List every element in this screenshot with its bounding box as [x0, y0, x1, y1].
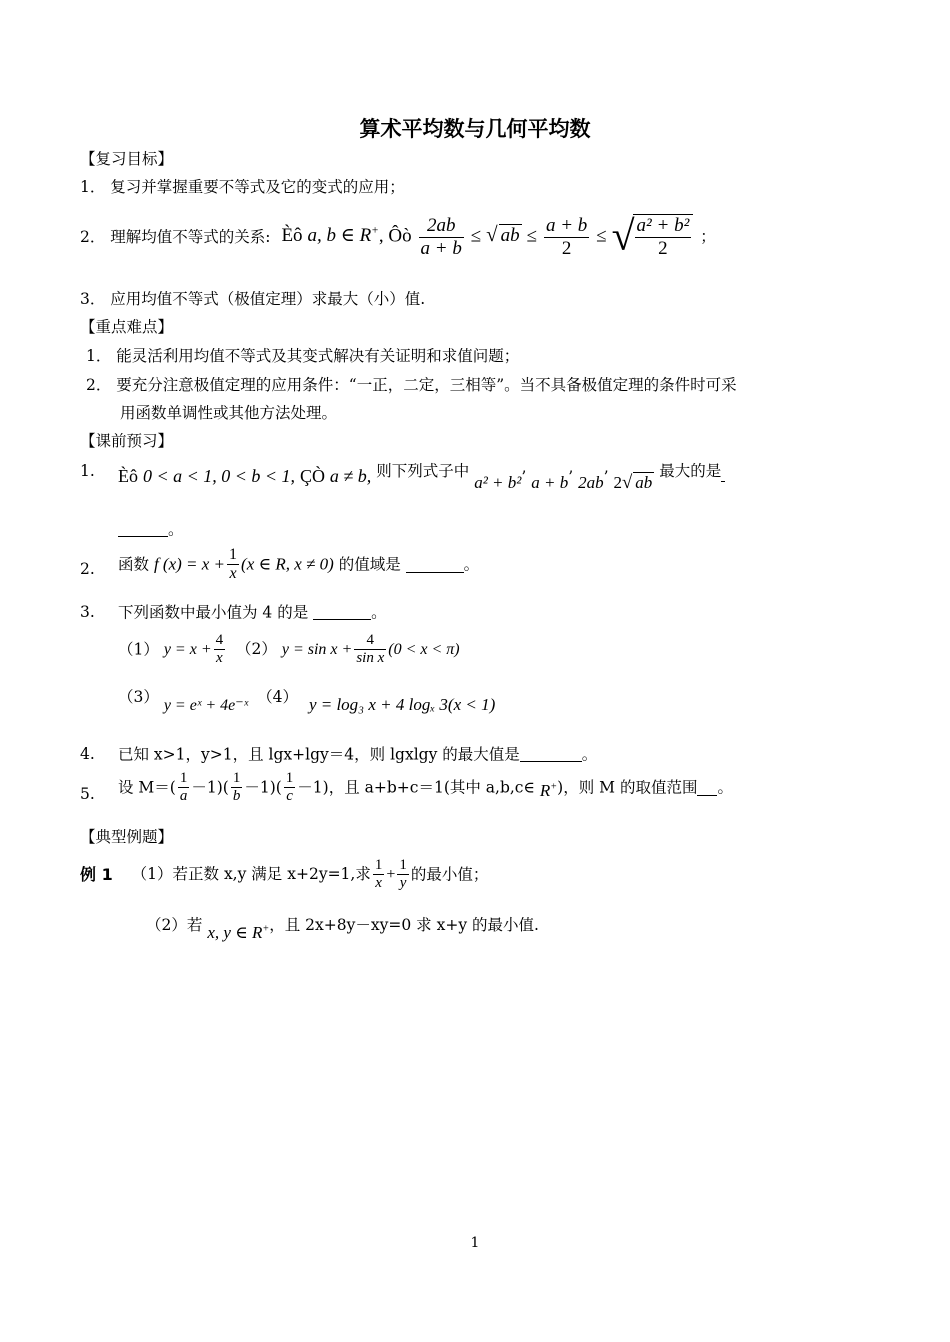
math-var: a, b ∈ R+	[307, 225, 379, 247]
section-preview-header: 【课前预习】	[80, 432, 174, 450]
preview-q3-options-row2: （3） y = eˣ + 4e⁻ˣ （4） y = log₃ x + 4 logₓ 3(x < 1)	[118, 688, 496, 714]
review-goal-2: 2． 理解均值不等式的关系: Èô a, b ∈ R+, Ôò $\frac{2ab}{a + b}$ ≤ √ ab ≤ $\frac{a + b}{2}$ ≤ √ $\frac{\text{a² + b²}}{2}$ ；	[80, 214, 716, 260]
answer-blank[interactable]	[118, 520, 168, 537]
preview-q1-number: 1.	[80, 462, 95, 480]
sqrt-quadratic-mean: √ $\frac{\text{a² + b²}}{2}$	[612, 225, 696, 246]
preview-q2-number: 2.	[80, 560, 95, 578]
preview-q3-options-row1: （1） y = x + $\frac{4}{x}$ （2） y = sin x + $\frac{4}{\text{sin x}}$ (0 < x < π)	[118, 632, 460, 667]
garbled-glyph: ÇÒ	[299, 466, 325, 486]
garbled-glyph: Èô	[118, 466, 138, 486]
preview-q4: 已知 x>1，y>1，且 lgx+lgy＝4，则 lgxlgy 的最大值是 。	[118, 745, 598, 764]
page-title: 算术平均数与几何平均数	[359, 117, 591, 141]
preview-q1: Èô 0 < a < 1, 0 < b < 1, ÇÒ a ≠ b, 则下列式子中 a² + b²’ a + b’ 2ab’ 2√ ab 最大的是	[118, 462, 725, 494]
page-number: 1	[470, 1235, 480, 1251]
answer-blank[interactable]	[697, 780, 717, 797]
preview-q5: 设 M＝( $\frac{1}{a}$ －1)( $\frac{1}{b}$ －1)( $\frac{1}{c}$ －1)，且 a+b+c＝1(其中 a,b,c∈ R+)，则 M 的取值范围 。	[118, 770, 733, 805]
answer-blank[interactable]	[520, 745, 582, 762]
answer-blank[interactable]	[313, 603, 371, 620]
preview-q1-line2: 。	[118, 520, 184, 539]
example-1-label: 例 1	[80, 865, 113, 885]
fraction-arithmetic: $\frac{a + b}{2}$	[545, 215, 588, 259]
section-key-points-header: 【重点难点】	[80, 318, 174, 336]
review-goal-3: 3． 应用均值不等式（极值定理）求最大（小）值.	[80, 290, 426, 308]
example-1-part-1: 例 1 （1）若正数 x,y 满足 x+2y=1,求 $\frac{1}{x}$ + $\frac{1}{y}$ 的最小值；	[80, 857, 489, 892]
review-goal-1: 1． 复习并掌握重要不等式及它的变式的应用；	[80, 178, 405, 196]
section-examples-header: 【典型例题】	[80, 828, 174, 846]
preview-q5-number: 5.	[80, 785, 95, 803]
preview-q3: 下列函数中最小值为 4 的是 。	[118, 603, 387, 622]
sqrt-ab: √ ab	[486, 222, 520, 247]
key-point-2-line1: 2． 要充分注意极值定理的应用条件：“一正，二定，三相等”。当不具备极值定理的条件时可采	[86, 376, 737, 394]
preview-q2: 函数 f (x) = x + $\frac{1}{x}$ (x ∈ R, x ≠ 0) 的值域是 。	[118, 546, 480, 583]
preview-q4-number: 4.	[80, 745, 95, 763]
fraction-harmonic: $\frac{2ab}{a + b}$	[420, 215, 462, 259]
preview-q3-number: 3.	[80, 603, 95, 621]
example-1-part-2: （2）若 x, y ∈ R+，且 2x+8y－xy=0 求 x+y 的最小值.	[146, 916, 539, 942]
key-point-1: 1． 能灵活利用均值不等式及其变式解决有关证明和求值问题；	[86, 347, 520, 365]
garbled-glyph: Èô	[281, 225, 303, 247]
answer-blank[interactable]	[406, 557, 464, 574]
section-review-goals-header: 【复习目标】	[80, 150, 174, 168]
key-point-2-line2: 用函数单调性或其他方法处理。	[120, 404, 338, 422]
